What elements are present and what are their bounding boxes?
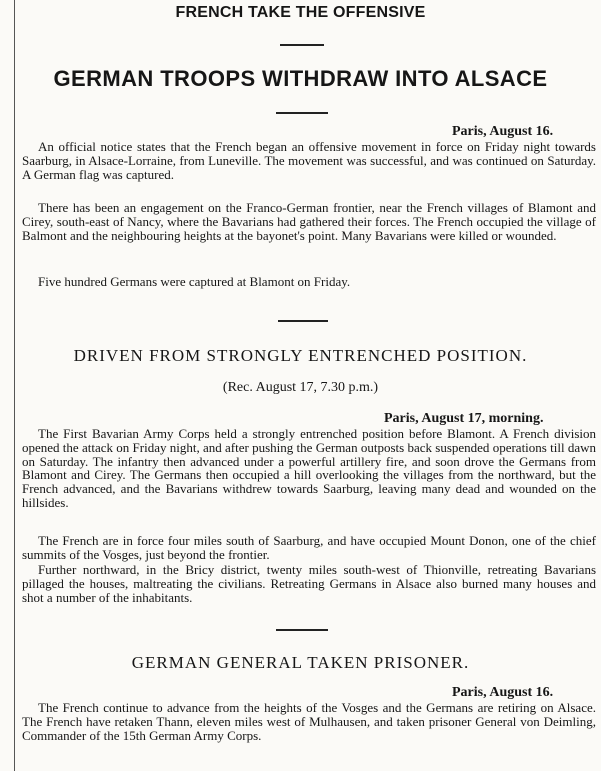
- article-2-paragraph: The First Bavarian Army Corps held a strongly entrenched position before Blamont. A French division opened the attack on Friday night, and after pushing the German outposts back suspended operations till dawn on Saturday. The infantry then advanced under a powerful artillery fire, and soon drove the Germans from Blamont and Cirey. The Germans then occupied a hill overlooking the villages from the northward, but the French advanced, and the Bavarians withdrew towards Saarburg, leaving many dead and wounded on the hillsides.: [22, 426, 596, 510]
- article-3-headline: GERMAN GENERAL TAKEN PRISONER.: [131, 653, 470, 672]
- article-1-paragraph: Five hundred Germans were captured at Blamont on Friday.: [38, 274, 351, 289]
- article-1-paragraph: There has been an engagement on the Franco-German frontier, near the French villages of Blamont and Cirey, south-east of Nancy, where the Bavarians had gathered their forces. The French occupied the village of Balmont and the neighbouring heights at the bayonet's point. Many Bavarians were killed or wounded.: [22, 200, 596, 243]
- divider: [276, 629, 328, 631]
- article-3-dateline: Paris, August 16.: [452, 685, 554, 700]
- article-2-paragraph: The French are in force four miles south of Saarburg, and have occupied Mount Donon, one of the chief summits of the Vosges, just beyond the frontier.: [22, 533, 596, 562]
- article-2-headline: DRIVEN FROM STRONGLY ENTRENCHED POSITION.: [73, 346, 528, 365]
- article-2-paragraph: Further northward, in the Bricy district, twenty miles south-west of Thionville, retreating Bavarians pillaged the houses, maltreating the civilians. Retreating Germans in Alsace also burned many houses and shot a number of the inhabitants.: [22, 562, 596, 605]
- section-heading: FRENCH TAKE THE OFFENSIVE: [175, 4, 426, 21]
- divider: [278, 320, 328, 322]
- article-2-dateline: Paris, August 17, morning.: [384, 411, 544, 426]
- article-1-paragraph: An official notice states that the French began an offensive movement in force on Friday night towards Saarburg, in Alsace-Lorraine, from Luneville. The movement was successful, and was continued on Saturday. A German flag was captured.: [22, 139, 596, 182]
- article-3-paragraph: The French continue to advance from the heights of the Vosges and the Germans are retiring on Alsace. The French have retaken Thann, eleven miles west of Mulhausen, and taken prisoner General von Deimling, Commander of the 15th German Army Corps.: [22, 700, 596, 743]
- article-1-dateline: Paris, August 16.: [452, 124, 554, 139]
- divider: [276, 112, 328, 114]
- article-1-headline: GERMAN TROOPS WITHDRAW INTO ALSACE: [53, 66, 548, 91]
- article-2-received-line: (Rec. August 17, 7.30 p.m.): [222, 380, 379, 395]
- divider: [280, 44, 324, 46]
